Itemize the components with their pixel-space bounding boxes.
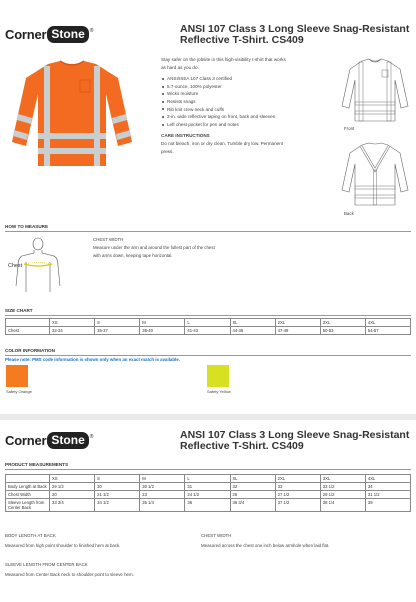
swatch-safety-orange [6,365,28,387]
chest-width-title: CHEST WIDTH [93,237,124,242]
table-cell: 50-53 [320,327,365,335]
table-cell: 38 1/4 [320,499,365,512]
table-cell: 33 3/4 [50,499,95,512]
logo-word-corner: Corner [5,27,47,42]
table-corner-cell [6,475,50,483]
product-description [161,56,331,155]
size-header: XS [50,319,95,327]
size-header: M [140,319,185,327]
feature-item: Wicks moisture [161,90,331,98]
size-header: 4XL [365,475,410,483]
table-cell: 36 3/4 [230,499,275,512]
table-cell: 34 1/2 [95,499,140,512]
table-row [6,491,411,499]
product-title [180,24,409,46]
table-cell: 34 [365,483,410,491]
care-instructions-line2: press. [161,148,174,154]
product-title-line2: Reflective T-Shirt. CS409 [180,440,304,452]
size-header: L [185,319,230,327]
table-cell: 30 1/2 [140,483,185,491]
table-cell: 33 1/2 [320,483,365,491]
care-instructions-line1: Do not bleach, iron or dry clean. Tumble dry low. Permanent [161,140,284,146]
size-header: S [95,319,140,327]
product-title-line1: ANSI 107 Class 3 Long Sleeve Snag-Resistant [180,429,410,441]
table-cell: 41-43 [185,327,230,335]
table-row [6,483,411,491]
table-cell: 31 1/2 [365,491,410,499]
sleeve-length-definition [5,561,134,579]
pms-note: Please note: PMS code information is shown only when an exact match is available. [5,357,180,362]
size-header: 3XL [320,475,365,483]
size-header: S [95,475,140,483]
size-header: XL [230,475,275,483]
section-rule [5,469,411,470]
size-header: XS [50,475,95,483]
swatch-safety-yellow [207,365,229,387]
size-header: 2XL [275,475,320,483]
section-rule [5,315,411,316]
product-title-line1: ANSI 107 Class 3 Long Sleeve Snag-Resistant [180,23,410,35]
size-header: 3XL [320,319,365,327]
color-info-heading: COLOR INFORMATION [5,348,55,353]
row-label: Chest Width [6,491,50,499]
size-header: XL [230,319,275,327]
size-header: M [140,475,185,483]
size-chart-heading: SIZE CHART [5,308,33,313]
feature-item: 2-in. wide reflective taping on front, back and sleeves [161,113,331,121]
size-chart-table [5,318,411,335]
table-cell: 35-37 [95,327,140,335]
table-cell: 27 1/2 [275,491,320,499]
row-label: Sleeve Length from Center Back [6,499,50,512]
feature-item: Resists snags [161,98,331,106]
table-cell: 39 [365,499,410,512]
sleeve-length-title: SLEEVE LENGTH FROM CENTER BACK [5,562,88,567]
table-cell: 47-49 [275,327,320,335]
feature-item: Rib knit crew neck and cuffs [161,106,331,114]
care-instructions-heading: CARE INSTRUCTIONS [161,133,210,139]
logo-registered-mark: ® [89,28,94,34]
table-cell: 31 [185,483,230,491]
product-title [180,430,409,452]
product-main-image [8,58,136,170]
back-view-caption: Back [344,211,354,216]
table-cell: 37 1/2 [275,499,320,512]
chest-figure-label: Chest [8,263,23,269]
swatch-caption: Safety Yellow [207,389,231,394]
feature-item: Left chest pocket for pen and notes [161,121,331,129]
size-header: 4XL [365,319,410,327]
table-cell: 21 1/2 [95,491,140,499]
product-title-line2: Reflective T-Shirt. CS409 [180,34,304,46]
cornerstone-logo [5,432,93,449]
table-cell: 38-40 [140,327,185,335]
how-to-measure-heading: HOW TO MEASURE [5,224,49,229]
product-measurements-heading: PRODUCT MEASUREMENTS [5,462,69,467]
table-cell: 26 [230,491,275,499]
chest-width-text: Measured across the chest one inch below armhole when laid flat. [201,543,330,548]
row-label: Chest [6,327,50,335]
body-length-text: Measured from high point shoulder to finished hem at back. [5,543,121,548]
table-cell: 24 1/2 [185,491,230,499]
table-row [6,499,411,512]
size-header: L [185,475,230,483]
table-cell: 44-46 [230,327,275,335]
table-cell: 36 [185,499,230,512]
logo-registered-mark: ® [89,434,94,440]
chest-width-line1: Measure under the arm and around the fullest part of the chest [93,245,215,250]
front-view-drawing [340,58,410,124]
chest-width-definition [201,532,329,550]
sleeve-length-text: Measured from Center Back neck to shoulder point to sleeve hem. [5,572,134,577]
description-intro-line1: Stay safer on the jobsite in this high-visibility t-shirt that works [161,57,286,62]
row-label: Body Length at Back [6,483,50,491]
front-view-caption: Front [344,126,355,131]
table-cell: 23 [140,491,185,499]
table-cell: 29 1/2 [50,483,95,491]
chest-width-title: CHEST WIDTH [201,533,232,538]
table-cell: 33 [275,483,320,491]
table-cell: 54-57 [365,327,410,335]
section-rule [5,355,411,356]
table-row [6,327,411,335]
description-intro-line2: as hard as you do. [161,64,199,70]
feature-item: 5.7-ounce, 100% polyester [161,83,331,91]
size-chart-header-row [6,319,411,327]
table-cell: 20 [50,491,95,499]
logo-word-stone: Stone [47,26,88,43]
section-rule [5,231,411,232]
cornerstone-logo [5,26,93,43]
body-length-definition [5,532,120,550]
table-cell: 35 1/4 [140,499,185,512]
back-view-drawing [340,142,410,208]
table-cell: 29 1/2 [320,491,365,499]
chest-width-line2: with arms down, keeping tape horizontal. [93,253,173,258]
body-length-title: BODY LENGTH AT BACK [5,533,56,538]
feature-item: ANSI/ISEA 107 Class 3 certified [161,75,331,83]
logo-word-stone: Stone [47,432,88,449]
product-measurements-table [5,474,411,512]
chest-width-instructions [93,236,215,260]
measurements-header-row [6,475,411,483]
logo-word-corner: Corner [5,433,47,448]
table-cell: 30 [95,483,140,491]
table-cell: 32-34 [50,327,95,335]
feature-list [161,75,331,128]
size-header: 2XL [275,319,320,327]
table-corner-cell [6,319,50,327]
swatch-caption: Safety Orange [6,389,32,394]
spec-sheet-page-2 [0,420,416,602]
table-cell: 32 [230,483,275,491]
